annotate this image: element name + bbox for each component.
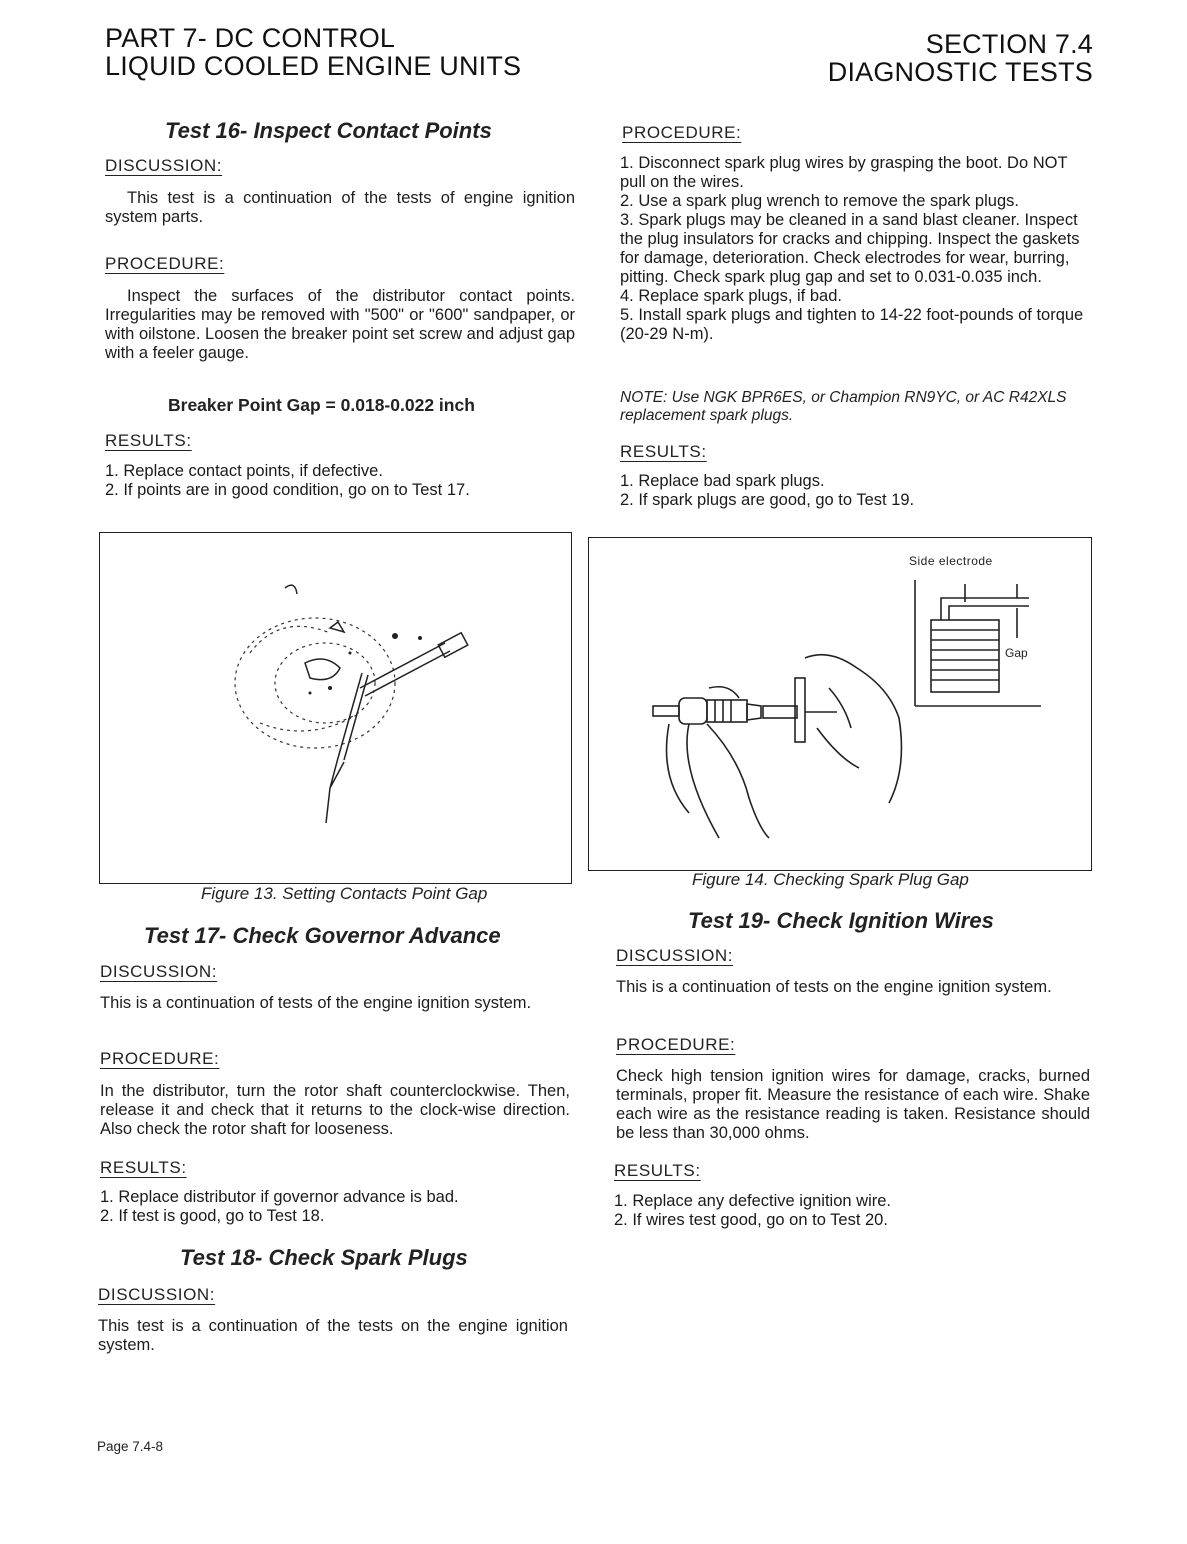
spark-plug-gap-illustration (589, 538, 1091, 870)
test16-results-list (105, 462, 575, 500)
test19-results-list (614, 1192, 1088, 1230)
figure14-frame (588, 537, 1092, 871)
test18-results-list (620, 472, 1094, 510)
test19-discussion-text: This is a continuation of tests on the engine ignition system. (616, 978, 1052, 996)
test17-procedure-heading: PROCEDURE: (100, 1049, 220, 1068)
test17-title: Test 17- Check Governor Advance (144, 923, 501, 948)
list-item: 5. Install spark plugs and tighten to 14-22 foot-pounds of torque (20-29 N-m). (620, 306, 1084, 343)
test17-results-heading: RESULTS: (100, 1158, 187, 1177)
list-item: 2. Use a spark plug wrench to remove the spark plugs. (620, 192, 1019, 210)
list-item: 2. If points are in good condition, go on to Test 17. (105, 481, 470, 499)
test17-results-list (100, 1188, 570, 1226)
test17-discussion-text: This is a continuation of tests of the engine ignition system. (100, 994, 532, 1012)
figure14-caption: Figure 14. Checking Spark Plug Gap (692, 870, 969, 889)
test16-procedure-heading: PROCEDURE: (105, 254, 225, 273)
test19-discussion-heading: DISCUSSION: (616, 946, 734, 965)
section-title (828, 30, 1093, 86)
list-item: 1. Replace contact points, if defective. (105, 462, 383, 480)
test19-procedure-heading: PROCEDURE: (616, 1035, 736, 1054)
test19-results-heading: RESULTS: (614, 1161, 701, 1180)
part-title (105, 24, 521, 80)
gap-label: Gap (1005, 646, 1028, 660)
test19-title: Test 19- Check Ignition Wires (688, 908, 994, 933)
test16-procedure-text: Inspect the surfaces of the distributor contact points. Irregularities may be removed with "500" or "600" sandpaper, or with oilstone. Loosen the breaker point set screw and adjust gap with a feeler gauge. (105, 287, 575, 362)
side-electrode-label: Side electrode (909, 554, 993, 568)
page-number: Page 7.4-8 (97, 1439, 164, 1454)
list-item: 3. Spark plugs may be cleaned in a sand blast cleaner. Inspect the plug insulators for cracks and chipping. Inspect the gaskets for damage, deterioration. Check electrodes for wear, burring, pitting. Check spark plug gap and set to 0.031-0.035 inch. (620, 211, 1080, 286)
test18-procedure-heading: PROCEDURE: (622, 123, 742, 142)
section-title-line2: DIAGNOSTIC TESTS (827, 57, 1093, 87)
part-title-line1: PART 7- DC CONTROL (105, 23, 396, 53)
test16-results-heading: RESULTS: (105, 431, 192, 450)
test16-discussion-text: This test is a continuation of the tests of engine ignition system parts. (105, 189, 575, 226)
test17-discussion-heading: DISCUSSION: (100, 962, 218, 981)
list-item: 1. Disconnect spark plug wires by grasping the boot. Do NOT pull on the wires. (620, 154, 1068, 191)
spark-plug-note: NOTE: Use NGK BPR6ES, or Champion RN9YC, or AC R42XLS replacement spark plugs. (620, 389, 1067, 424)
figure13-frame (99, 532, 572, 884)
list-item: 2. If wires test good, go on to Test 20. (614, 1211, 888, 1229)
part-title-line2: LIQUID COOLED ENGINE UNITS (105, 51, 522, 81)
figure13-caption: Figure 13. Setting Contacts Point Gap (201, 884, 488, 903)
test19-procedure-text: Check high tension ignition wires for damage, cracks, burned terminals, proper fit. Measure the resistance of each wire. Shake each wire as the resistance reading is taken. Resistance should be less than 30,000 ohms. (616, 1067, 1090, 1142)
contact-point-gauge-illustration (100, 533, 571, 883)
test18-title: Test 18- Check Spark Plugs (180, 1245, 468, 1270)
list-item: 4. Replace spark plugs, if bad. (620, 287, 842, 305)
list-item: 2. If spark plugs are good, go to Test 19. (620, 491, 915, 509)
breaker-point-gap-spec: Breaker Point Gap = 0.018-0.022 inch (168, 395, 475, 415)
list-item: 2. If test is good, go to Test 18. (100, 1207, 325, 1225)
section-title-line1: SECTION 7.4 (925, 29, 1093, 59)
list-item: 1. Replace bad spark plugs. (620, 472, 825, 490)
test17-procedure-text: In the distributor, turn the rotor shaft counterclockwise. Then, release it and check that it returns to the clock-wise direction. Also check the rotor shaft for looseness. (100, 1082, 570, 1138)
test18-discussion-text: This test is a continuation of the tests on the engine ignition system. (98, 1317, 568, 1354)
test18-discussion-heading: DISCUSSION: (98, 1285, 216, 1304)
list-item: 1. Replace distributor if governor advance is bad. (100, 1188, 459, 1206)
test16-discussion-heading: DISCUSSION: (105, 156, 223, 175)
test16-title: Test 16- Inspect Contact Points (165, 118, 492, 143)
test18-procedure-list (620, 154, 1094, 344)
list-item: 1. Replace any defective ignition wire. (614, 1192, 891, 1210)
test18-results-heading: RESULTS: (620, 442, 707, 461)
